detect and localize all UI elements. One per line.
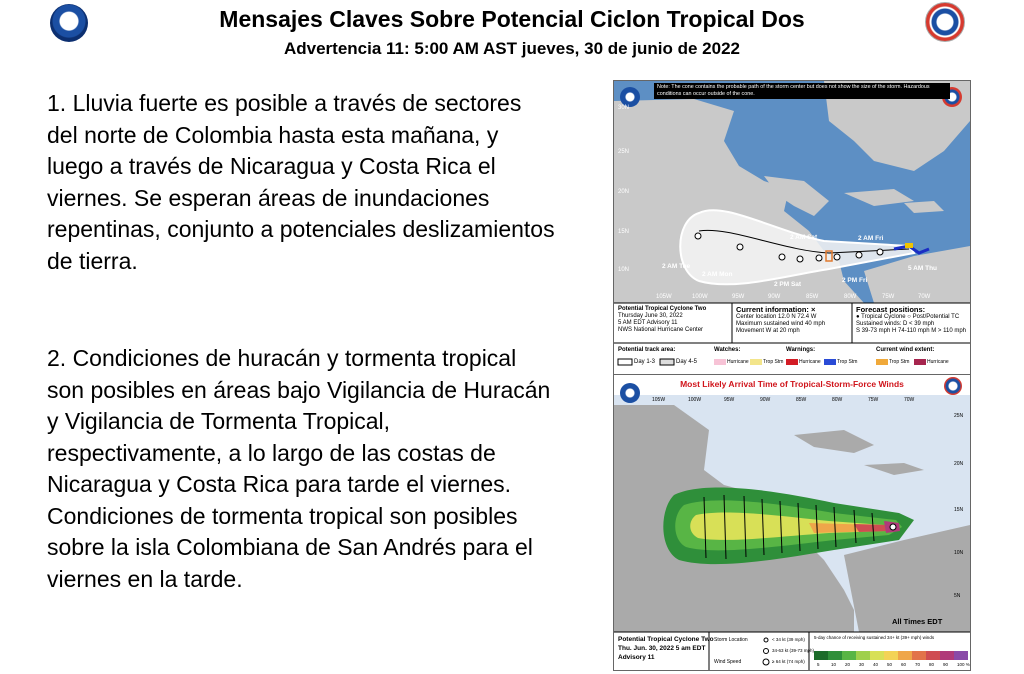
- scale-tick: 5: [817, 662, 820, 667]
- noaa-small-logo: [620, 87, 640, 107]
- scale-tick: 50: [887, 662, 893, 667]
- scale-swatch: [926, 651, 940, 660]
- lon-label: 95W: [732, 294, 745, 300]
- lon-label: 75W: [868, 397, 879, 403]
- page-title: Mensajes Claves Sobre Potencial Ciclon Tropical Dos: [219, 6, 805, 32]
- legend-hurricane-warning: Hurricane: [799, 359, 821, 365]
- footer-line: Thu. Jun. 30, 2022 5 am EDT: [618, 645, 706, 652]
- track-label: 2 AM Mon: [702, 271, 733, 278]
- key-message-1: 1. Lluvia fuerte es posible a través de sectores del norte de Colombia hasta esta mañana, y luego a través de Nicaragua y Costa Rica el viernes. Se esperan áreas de inundaciones repentinas, conjunto a potenciales deslizamientos de tierra.: [47, 90, 555, 274]
- wind-speed-label: Wind Speed: [714, 659, 742, 665]
- footer-line: Potential Tropical Cyclone Two: [618, 636, 714, 643]
- lon-label: 85W: [796, 397, 807, 403]
- scale-swatch: [940, 651, 954, 660]
- scale-tick: 90: [943, 662, 949, 667]
- footer-line: Advisory 11: [618, 654, 655, 661]
- scale-tick: 100 %: [957, 662, 970, 667]
- scale-tick: 30: [859, 662, 865, 667]
- legend-day45: Day 4-5: [676, 359, 698, 365]
- legend-day13: Day 1-3: [634, 359, 656, 365]
- lon-label: 80W: [832, 397, 843, 403]
- lon-label: 90W: [768, 294, 781, 300]
- current-info-title: Current information: ×: [736, 305, 816, 314]
- lon-label: 105W: [652, 397, 666, 403]
- lon-label: 100W: [692, 294, 708, 300]
- scale-tick: 20: [845, 662, 851, 667]
- scale-swatch: [814, 651, 828, 660]
- lon-label: 105W: [656, 294, 672, 300]
- cone-forecast-graphic: [613, 80, 971, 376]
- legend-track-title: Potential track area:: [618, 347, 676, 353]
- nws-small-logo: [944, 377, 962, 395]
- lon-label: 85W: [806, 294, 819, 300]
- info-line: Maximum sustained wind 40 mph: [736, 321, 826, 327]
- scale-tick: 40: [873, 662, 879, 667]
- info-line: Potential Tropical Cyclone Two: [618, 306, 707, 312]
- lat-label: 25N: [954, 413, 964, 419]
- legend-wind-title: Current wind extent:: [876, 347, 935, 353]
- track-label: 2 PM Fri: [842, 277, 868, 284]
- storm-location-label: Storm Location: [714, 637, 748, 643]
- scale-tick: 70: [915, 662, 921, 667]
- lon-label: 100W: [688, 397, 702, 403]
- info-line: ● Tropical Cyclone ○ Post/Potential TC: [856, 314, 960, 320]
- legend-hurricane-watch: Hurricane: [727, 359, 749, 365]
- scale-swatch: [954, 651, 968, 660]
- lon-label: 95W: [724, 397, 735, 403]
- lat-label: 25N: [618, 149, 630, 155]
- legend-trop-stm-warning: Trop Stm: [837, 359, 858, 365]
- noaa-small-logo: [620, 383, 640, 403]
- info-line: Center location 12.0 N 72.4 W: [736, 314, 817, 320]
- lon-label: 80W: [844, 294, 857, 300]
- wind-cat: ≥ 64 kt (74 mph): [772, 659, 805, 664]
- page-subtitle: Advertencia 11: 5:00 AM AST jueves, 30 de junio de 2022: [283, 39, 741, 58]
- scale-swatch: [856, 651, 870, 660]
- legend-wind-hurricane: Hurricane: [927, 359, 949, 365]
- scale-tick: 10: [831, 662, 837, 667]
- lon-label: 70W: [918, 294, 931, 300]
- scale-swatch: [842, 651, 856, 660]
- arrival-map-title: Most Likely Arrival Time of Tropical-Storm-Force Winds: [680, 379, 904, 389]
- key-message-2: 2. Condiciones de huracán y tormenta tropical son posibles en áreas bajo Vigilancia de Huracán y Vigilancia de Tormenta Tropical, respectivamente, a lo largo de las costas de Nicaragua y Costa Rica para tarde el viernes. Condiciones de tormenta tropical son posibles sobre la isla Colombiana de San Andrés para el viernes en la tarde.: [47, 345, 551, 592]
- scale-swatch: [870, 651, 884, 660]
- legend-watches-title: Watches:: [714, 347, 741, 353]
- wind-cat: < 34 kt (39 mph): [772, 637, 805, 642]
- lat-label: 20N: [954, 461, 964, 467]
- scale-tick: 60: [901, 662, 907, 667]
- lon-label: 90W: [760, 397, 771, 403]
- track-label: 2 AM Tue: [662, 263, 691, 270]
- info-line: Sustained winds: D < 39 mph: [856, 321, 935, 327]
- track-label: 2 AM Fri: [858, 235, 884, 242]
- scale-ticks: [814, 662, 968, 669]
- forecast-positions-title: Forecast positions:: [856, 305, 926, 314]
- lat-label: 10N: [954, 550, 964, 556]
- all-times-label: All Times EDT: [892, 617, 943, 626]
- scale-swatch: [828, 651, 842, 660]
- lat-label: 15N: [954, 507, 964, 513]
- track-label: 2 AM Sat: [790, 234, 818, 241]
- scale-swatch: [912, 651, 926, 660]
- track-label: 5 AM Thu: [908, 265, 938, 272]
- track-label: 2 PM Sat: [774, 281, 802, 288]
- lat-label: 15N: [618, 229, 630, 235]
- legend-wind-ts: Trop Stm: [889, 359, 910, 365]
- lat-label: 10N: [618, 267, 630, 273]
- lat-label: 5N: [954, 593, 961, 599]
- info-line: S 39-73 mph H 74-110 mph M > 110 mph: [856, 328, 967, 334]
- lat-label: 30N: [618, 105, 630, 111]
- lon-label: 75W: [882, 294, 895, 300]
- info-line: Thursday June 30, 2022: [618, 313, 683, 319]
- scale-title: 5-day chance of receiving sustained 34+ kt (39+ mph) winds: [814, 635, 935, 640]
- arrival-time-graphic: [613, 374, 971, 671]
- wind-cat: 34-63 kt (39-73 mph): [772, 648, 815, 653]
- legend-warnings-title: Warnings:: [786, 347, 816, 353]
- info-line: Movement W at 20 mph: [736, 328, 800, 334]
- scale-swatch: [884, 651, 898, 660]
- scale-tick: 80: [929, 662, 935, 667]
- cone-note: Note: The cone contains the probable path of the storm center but does not show the size of the storm. Hazardous conditions can occur outside of the cone.: [654, 83, 950, 99]
- legend-trop-stm-watch: Trop Stm: [763, 359, 784, 365]
- info-line: NWS National Hurricane Center: [618, 327, 704, 333]
- scale-swatch: [898, 651, 912, 660]
- lon-label: 70W: [904, 397, 915, 403]
- lat-label: 20N: [618, 189, 630, 195]
- info-line: 5 AM EDT Advisory 11: [618, 320, 678, 326]
